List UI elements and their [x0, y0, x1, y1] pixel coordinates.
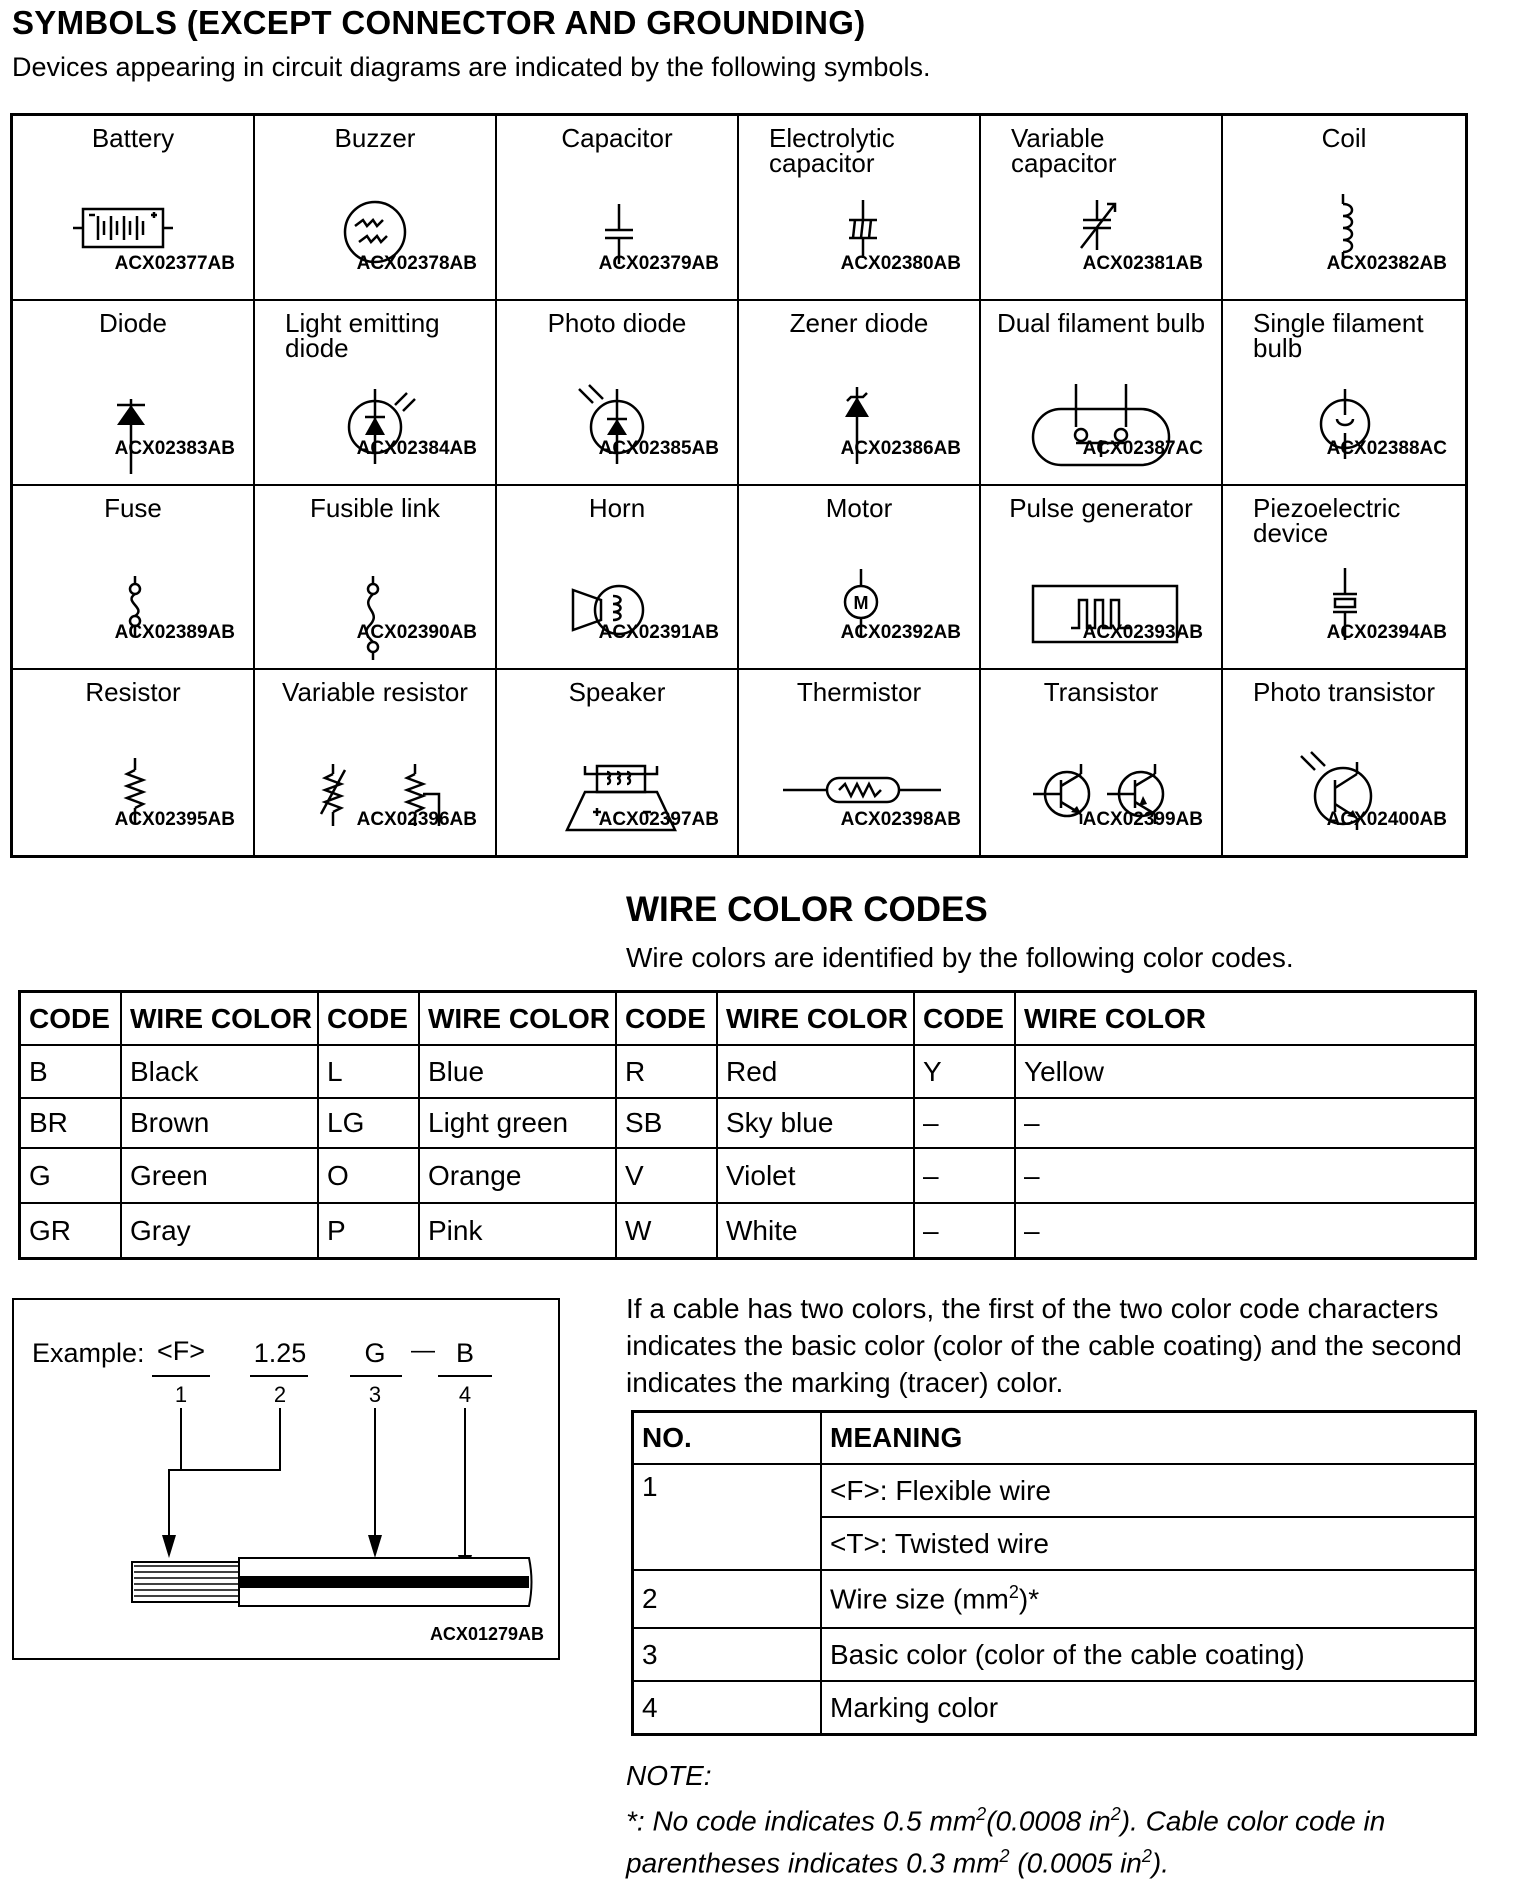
example-number-1: 1	[174, 1382, 188, 1407]
no-cell: 2	[633, 1570, 822, 1628]
color-cell: Blue	[419, 1045, 616, 1098]
example-part-4: B	[455, 1338, 475, 1368]
wire-color-title: WIRE COLOR CODES	[626, 890, 988, 929]
motor-letter: M	[853, 592, 869, 613]
symbol-label: Transistor	[1043, 677, 1159, 708]
note-text: ).	[1151, 1847, 1169, 1879]
page-title: SYMBOLS (EXCEPT CONNECTOR AND GROUNDING)	[12, 4, 866, 41]
code-cell: –	[914, 1148, 1015, 1203]
meaning-cell: Basic color (color of the cable coating)	[821, 1628, 1476, 1681]
symbol-cell	[981, 301, 1223, 486]
code-cell: Y	[914, 1045, 1015, 1098]
color-cell: Orange	[419, 1148, 616, 1203]
symbol-code: ACX02387AC	[1082, 437, 1203, 459]
example-part-3: G	[364, 1338, 386, 1368]
table-row	[20, 1148, 1476, 1203]
symbol-code: ACX02395AB	[114, 809, 235, 830]
example-label: Example:	[32, 1338, 145, 1368]
example-part-1: <F>	[156, 1336, 206, 1366]
symbol-label: Fuse	[104, 492, 162, 523]
table-row	[633, 1628, 1476, 1681]
symbol-label: Piezoelectric device	[1253, 492, 1401, 548]
color-cell: Green	[121, 1148, 318, 1203]
table-row	[20, 1203, 1476, 1259]
table-row	[633, 1570, 1476, 1628]
symbol-cell	[13, 301, 255, 486]
color-cell: –	[1015, 1148, 1476, 1203]
meaning-suffix: )*	[1018, 1583, 1040, 1615]
symbol-label: Single filament bulb	[1253, 307, 1424, 363]
symbol-cell	[1223, 116, 1465, 301]
symbol-label: Pulse generator	[1009, 492, 1193, 523]
code-cell: SB	[616, 1098, 717, 1148]
table-header-row	[633, 1412, 1476, 1465]
color-cell: Pink	[419, 1203, 616, 1259]
symbol-code: ACX02399AB	[1082, 809, 1203, 830]
symbol-label: Zener diode	[789, 307, 929, 338]
symbol-cell	[255, 301, 497, 486]
symbol-cell	[497, 301, 739, 486]
symbol-code: ACX02391AB	[598, 622, 719, 644]
symbol-label: Resistor	[85, 677, 181, 708]
color-cell: Red	[717, 1045, 914, 1098]
color-cell: Yellow	[1015, 1045, 1476, 1098]
example-number-3: 3	[368, 1382, 382, 1407]
color-cell: Gray	[121, 1203, 318, 1259]
code-cell: –	[914, 1098, 1015, 1148]
code-header: CODE	[318, 992, 419, 1046]
symbol-code: ACX02388AC	[1326, 437, 1447, 459]
symbol-label: Capacitor	[561, 123, 673, 153]
note-text: ). Cable color code in	[1120, 1805, 1386, 1837]
symbol-label: Buzzer	[334, 123, 416, 153]
symbol-code: ACX02394AB	[1326, 622, 1447, 644]
symbol-cell	[13, 116, 255, 301]
symbol-code: ACX02393AB	[1082, 622, 1203, 644]
no-cell: 1	[633, 1464, 822, 1570]
leader-lines	[169, 1408, 465, 1555]
symbol-cell	[255, 670, 497, 855]
note-line-2	[626, 1846, 1169, 1879]
symbol-code: ACX02397AB	[598, 809, 719, 830]
color-cell: –	[1015, 1098, 1476, 1148]
color-cell: –	[1015, 1203, 1476, 1259]
code-header: CODE	[914, 992, 1015, 1046]
symbol-cell	[739, 301, 981, 486]
color-cell: White	[717, 1203, 914, 1259]
symbol-label: Coil	[1321, 123, 1367, 153]
code-cell: GR	[20, 1203, 122, 1259]
symbol-cell	[981, 670, 1223, 855]
note-text: parentheses indicates 0.3 mm	[626, 1847, 1000, 1879]
symbol-cell	[981, 116, 1223, 301]
page-subtitle: Devices appearing in circuit diagrams are indicated by the following symbols.	[12, 52, 931, 82]
color-cell: Black	[121, 1045, 318, 1098]
code-header: CODE	[20, 992, 122, 1046]
wire-color-subtitle: Wire colors are identified by the following color codes.	[626, 942, 1294, 973]
example-number-2: 2	[273, 1382, 287, 1407]
color-header: WIRE COLOR	[419, 992, 616, 1046]
symbol-code: ACX02396AB	[356, 809, 477, 830]
symbol-cell	[255, 486, 497, 671]
no-cell: 4	[633, 1681, 822, 1735]
example-figure-code: ACX01279AB	[429, 1624, 544, 1644]
color-header: WIRE COLOR	[121, 992, 318, 1046]
symbol-code: ACX02381AB	[1082, 252, 1203, 274]
two-color-paragraph: If a cable has two colors, the first of the two color code characters indicates the basic color (color of the cable coating) and the second indicates the marking (tracer) color.	[626, 1293, 1462, 1398]
table-row	[633, 1464, 1476, 1517]
symbol-label: Electrolytic capacitor	[769, 123, 895, 178]
symbol-code: ACX02392AB	[840, 622, 961, 644]
symbol-cell	[739, 486, 981, 671]
symbol-cell	[13, 486, 255, 671]
symbol-cell	[497, 486, 739, 671]
no-cell: 3	[633, 1628, 822, 1681]
code-cell: W	[616, 1203, 717, 1259]
example-dash: —	[411, 1337, 435, 1364]
symbol-code: ACX02385AB	[598, 437, 719, 459]
superscript: 2	[999, 1846, 1010, 1866]
symbols-grid	[10, 113, 1468, 858]
table-row	[633, 1681, 1476, 1735]
symbol-label: Light emitting diode	[285, 307, 440, 363]
meaning-cell: <T>: Twisted wire	[821, 1517, 1476, 1570]
color-cell: Brown	[121, 1098, 318, 1148]
symbol-code: ACX02382AB	[1326, 252, 1447, 274]
symbol-label: Dual filament bulb	[996, 307, 1206, 338]
note-line-1	[626, 1804, 1385, 1837]
superscript: 2	[1110, 1804, 1121, 1824]
symbol-label: Thermistor	[796, 677, 922, 708]
symbol-cell	[739, 116, 981, 301]
code-cell: L	[318, 1045, 419, 1098]
symbol-label: Variable capacitor	[1011, 123, 1117, 178]
meaning-text: Wire size (mm	[830, 1583, 1009, 1615]
code-cell: R	[616, 1045, 717, 1098]
symbol-label: Photo diode	[547, 307, 687, 338]
symbol-cell	[13, 670, 255, 855]
wire-example-drawing	[14, 1300, 562, 1662]
note-title: NOTE:	[626, 1760, 712, 1791]
color-cell: Light green	[419, 1098, 616, 1148]
wire-example-figure	[12, 1298, 560, 1660]
color-cell: Violet	[717, 1148, 914, 1203]
meaning-cell: <F>: Flexible wire	[821, 1464, 1476, 1517]
meaning-header: MEANING	[821, 1412, 1476, 1465]
symbol-code: ACX02390AB	[356, 622, 477, 644]
note-text: *: No code indicates 0.5 mm	[626, 1805, 977, 1837]
superscript: 2	[1141, 1846, 1152, 1866]
symbol-label: Speaker	[568, 677, 666, 708]
color-header: WIRE COLOR	[1015, 992, 1476, 1046]
note-text: (0.0008 in	[986, 1805, 1111, 1837]
table-row	[20, 1098, 1476, 1148]
code-cell: –	[914, 1203, 1015, 1259]
color-header: WIRE COLOR	[717, 992, 914, 1046]
symbol-label: Fusible link	[309, 492, 441, 523]
symbol-cell	[255, 116, 497, 301]
meaning-table	[631, 1410, 1477, 1736]
symbol-code: ACX02378AB	[356, 252, 477, 274]
symbol-label: Photo transistor	[1252, 677, 1436, 708]
symbol-label: Horn	[588, 492, 646, 523]
code-cell: O	[318, 1148, 419, 1203]
symbol-cell	[497, 116, 739, 301]
symbol-code: ACX02400AB	[1326, 809, 1447, 830]
superscript: 2	[1008, 1582, 1019, 1603]
symbol-code: ACX02377AB	[114, 252, 235, 274]
symbol-code: ACX02383AB	[114, 437, 235, 459]
code-header: CODE	[616, 992, 717, 1046]
code-cell: V	[616, 1148, 717, 1203]
code-cell: LG	[318, 1098, 419, 1148]
code-cell: G	[20, 1148, 122, 1203]
example-number-4: 4	[458, 1382, 472, 1407]
symbol-label: Diode	[99, 307, 167, 338]
code-cell: B	[20, 1045, 122, 1098]
no-header: NO.	[633, 1412, 822, 1465]
meaning-cell	[821, 1570, 1476, 1628]
symbol-label: Motor	[825, 492, 893, 523]
symbol-label: Battery	[91, 123, 175, 153]
symbol-cell	[739, 670, 981, 855]
symbol-code: ACX02380AB	[840, 252, 961, 274]
symbol-cell	[981, 486, 1223, 671]
symbol-cell	[1223, 486, 1465, 671]
superscript: 2	[976, 1804, 987, 1824]
symbol-cell	[497, 670, 739, 855]
symbol-code: ACX02386AB	[840, 437, 961, 459]
symbol-cell	[1223, 301, 1465, 486]
table-row	[20, 1045, 1476, 1098]
symbol-code: ACX02384AB	[356, 437, 477, 459]
symbol-code: ACX02398AB	[840, 809, 961, 830]
example-part-2: 1.25	[253, 1338, 307, 1368]
wire-color-table	[18, 990, 1477, 1260]
symbol-code: ACX02389AB	[114, 622, 235, 644]
symbol-label: Variable resistor	[282, 677, 468, 708]
color-cell: Sky blue	[717, 1098, 914, 1148]
meaning-cell: Marking color	[821, 1681, 1476, 1735]
symbol-cell	[1223, 670, 1465, 855]
wire-illustration	[132, 1558, 532, 1606]
table-header-row	[20, 992, 1476, 1046]
note-text: (0.0005 in	[1009, 1847, 1142, 1879]
symbol-code: ACX02379AB	[598, 252, 719, 274]
code-cell: BR	[20, 1098, 122, 1148]
code-cell: P	[318, 1203, 419, 1259]
